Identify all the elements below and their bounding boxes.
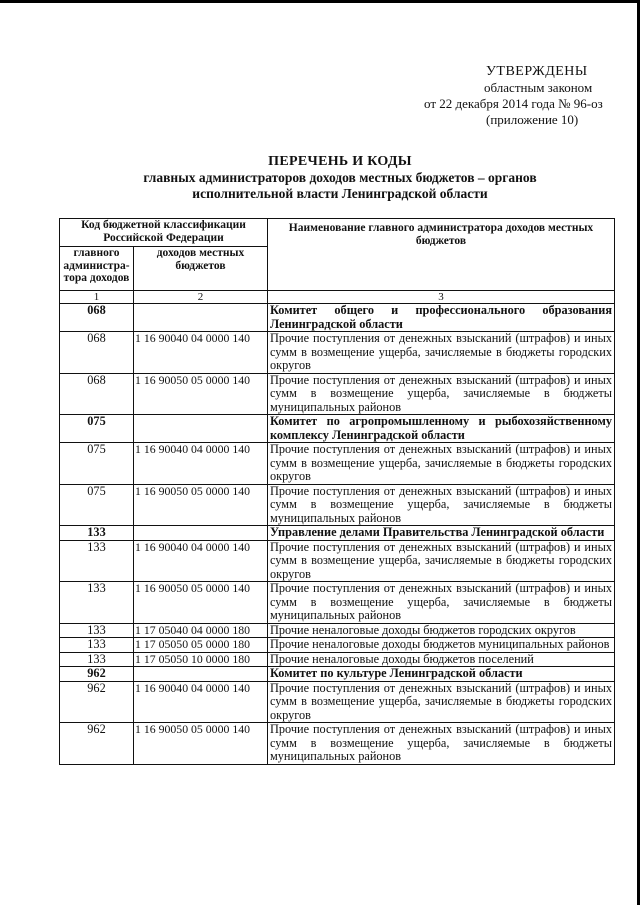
admin-code-cell: 133 xyxy=(60,623,134,638)
approval-law: областным законом xyxy=(484,80,593,95)
admin-name-cell: Прочие неналоговые доходы бюджетов поселений xyxy=(268,652,615,667)
revenue-code-cell: 1 16 90050 05 0000 140 xyxy=(134,484,268,526)
approval-date: от 22 декабря 2014 года № 96-оз xyxy=(424,96,603,111)
admin-name-cell: Прочие поступления от денежных взысканий (штрафов) и иных сумм в возмещение ущерба, зачисляемые в бюджеты городских округов xyxy=(268,332,615,374)
document-title xyxy=(60,154,620,202)
header-classification-code: Код бюджетной классификации Российской Федерации xyxy=(60,219,268,247)
admin-name-cell: Комитет по агропромышленному и рыбохозяйственному комплексу Ленинградской области xyxy=(268,415,615,443)
table-row xyxy=(60,540,615,582)
codes-table xyxy=(59,218,615,765)
admin-code-cell: 075 xyxy=(60,415,134,443)
revenue-code-cell xyxy=(134,526,268,541)
table-section-row xyxy=(60,667,615,682)
approval-heading: УТВЕРЖДЕНЫ xyxy=(486,64,588,79)
table-row xyxy=(60,723,615,765)
page-frame-top xyxy=(0,0,640,3)
admin-code-cell: 068 xyxy=(60,332,134,374)
column-number-1: 1 xyxy=(60,291,134,304)
revenue-code-cell: 1 17 05040 04 0000 180 xyxy=(134,623,268,638)
header-admin-name: Наименование главного администратора доходов местных бюджетов xyxy=(268,219,615,291)
admin-code-cell: 962 xyxy=(60,723,134,765)
admin-name-cell: Прочие неналоговые доходы бюджетов муниципальных районов xyxy=(268,638,615,653)
revenue-code-cell xyxy=(134,415,268,443)
revenue-code-cell: 1 16 90040 04 0000 140 xyxy=(134,681,268,723)
admin-name-cell: Прочие неналоговые доходы бюджетов городских округов xyxy=(268,623,615,638)
admin-code-cell: 068 xyxy=(60,304,134,332)
table-row xyxy=(60,652,615,667)
table-row xyxy=(60,332,615,374)
admin-name-cell: Прочие поступления от денежных взысканий (штрафов) и иных сумм в возмещение ущерба, зачисляемые в бюджеты городских округов xyxy=(268,443,615,485)
admin-name-cell: Прочие поступления от денежных взысканий (штрафов) и иных сумм в возмещение ущерба, зачисляемые в бюджеты городских округов xyxy=(268,540,615,582)
header-revenue-code: доходов местных бюджетов xyxy=(134,247,268,291)
admin-name-cell: Прочие поступления от денежных взысканий (штрафов) и иных сумм в возмещение ущерба, зачисляемые в бюджеты муниципальных районов xyxy=(268,582,615,624)
admin-code-cell: 133 xyxy=(60,582,134,624)
admin-code-cell: 133 xyxy=(60,540,134,582)
table-section-row xyxy=(60,415,615,443)
admin-code-cell: 075 xyxy=(60,484,134,526)
admin-name-cell: Комитет по культуре Ленинградской области xyxy=(268,667,615,682)
revenue-code-cell: 1 16 90050 05 0000 140 xyxy=(134,373,268,415)
table-row xyxy=(60,681,615,723)
approval-block xyxy=(400,64,620,128)
column-number-3: 3 xyxy=(268,291,615,304)
table-row xyxy=(60,582,615,624)
title-line-2: главных администраторов доходов местных бюджетов – органов xyxy=(143,170,537,185)
approval-appendix: (приложение 10) xyxy=(486,112,579,127)
table-section-row xyxy=(60,304,615,332)
header-admin-code: главного администра-тора доходов xyxy=(60,247,134,291)
table-row xyxy=(60,373,615,415)
admin-name-cell: Прочие поступления от денежных взысканий (штрафов) и иных сумм в возмещение ущерба, зачисляемые в бюджеты муниципальных районов xyxy=(268,723,615,765)
revenue-code-cell: 1 16 90040 04 0000 140 xyxy=(134,332,268,374)
admin-name-cell: Комитет общего и профессионального образования Ленинградской области xyxy=(268,304,615,332)
admin-code-cell: 133 xyxy=(60,652,134,667)
revenue-code-cell: 1 16 90050 05 0000 140 xyxy=(134,723,268,765)
admin-code-cell: 075 xyxy=(60,443,134,485)
admin-name-cell: Прочие поступления от денежных взысканий (штрафов) и иных сумм в возмещение ущерба, зачисляемые в бюджеты муниципальных районов xyxy=(268,373,615,415)
title-line-1: ПЕРЕЧЕНЬ И КОДЫ xyxy=(268,154,412,169)
admin-name-cell: Прочие поступления от денежных взысканий (штрафов) и иных сумм в возмещение ущерба, зачисляемые в бюджеты муниципальных районов xyxy=(268,484,615,526)
revenue-code-cell: 1 16 90040 04 0000 140 xyxy=(134,443,268,485)
column-number-2: 2 xyxy=(134,291,268,304)
admin-name-cell: Управление делами Правительства Ленинградской области xyxy=(268,526,615,541)
admin-code-cell: 068 xyxy=(60,373,134,415)
title-line-3: исполнительной власти Ленинградской области xyxy=(192,186,488,201)
admin-code-cell: 962 xyxy=(60,681,134,723)
revenue-code-cell: 1 17 05050 10 0000 180 xyxy=(134,652,268,667)
table-row xyxy=(60,623,615,638)
table-section-row xyxy=(60,526,615,541)
revenue-code-cell xyxy=(134,667,268,682)
revenue-code-cell: 1 17 05050 05 0000 180 xyxy=(134,638,268,653)
revenue-code-cell: 1 16 90040 04 0000 140 xyxy=(134,540,268,582)
revenue-code-cell xyxy=(134,304,268,332)
admin-code-cell: 133 xyxy=(60,638,134,653)
admin-name-cell: Прочие поступления от денежных взысканий (штрафов) и иных сумм в возмещение ущерба, зачисляемые в бюджеты городских округов xyxy=(268,681,615,723)
table-row xyxy=(60,443,615,485)
admin-code-cell: 133 xyxy=(60,526,134,541)
table-row xyxy=(60,638,615,653)
table-row xyxy=(60,484,615,526)
admin-code-cell: 962 xyxy=(60,667,134,682)
table-body xyxy=(60,304,615,765)
revenue-code-cell: 1 16 90050 05 0000 140 xyxy=(134,582,268,624)
